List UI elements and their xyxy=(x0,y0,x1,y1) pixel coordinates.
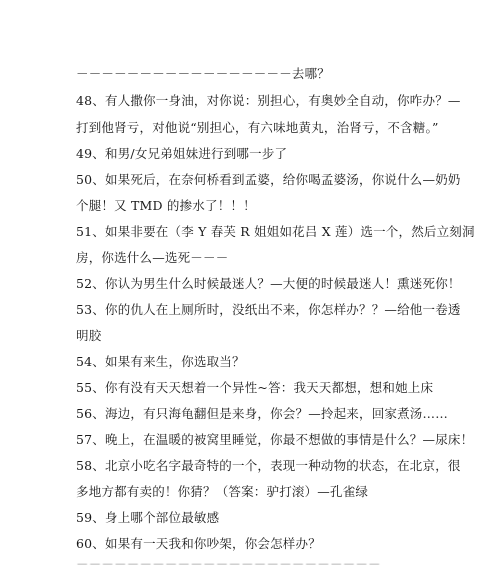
text-line: 51、如果非要在（李 Y 春芙 R 姐姐如花吕 X 莲）选一个，然后立刻洞 xyxy=(76,224,475,239)
text-line: 房，你选什么—选死－－－ xyxy=(76,250,229,265)
text-line: 50、如果死后，在奈何桥看到孟婆，给你喝孟婆汤，你说什么—奶奶 xyxy=(76,172,461,187)
text-line: 明胶 xyxy=(76,328,102,343)
text-line: －－－－－－－－－－－－－－－－－去哪？ xyxy=(76,66,331,81)
text-line: 个腿！又 TMD 的掺水了！！！ xyxy=(76,198,256,213)
text-line: －－－－－－－－－－－－－－－－－－－－－－－－ xyxy=(76,557,381,565)
text-line: 49、和男/女兄弟姐妹进行到哪一步了 xyxy=(76,146,288,161)
text-line: 55、你有没有天天想着一个异性~答：我天天都想，想和她上床 xyxy=(76,380,434,395)
text-line: 52、你认为男生什么时候最迷人？—大便的时候最迷人！熏迷死你！ xyxy=(76,276,461,291)
text-line: 53、你的仇人在上厕所时，没纸出不来，你怎样办？？—给他一卷透 xyxy=(76,302,461,317)
text-line: 多地方都有卖的！你猜？（答案：驴打滚）—孔雀绿 xyxy=(76,484,369,499)
text-line: 54、如果有来生，你选取当？ xyxy=(76,354,245,369)
text-line: 60、如果有一天我和你吵架，你会怎样办？ xyxy=(76,536,321,551)
text-line: 59、身上哪个部位最敏感 xyxy=(76,510,220,525)
text-line: 48、有人撒你一身油，对你说：别担心，有奥妙全自动，你咋办？— xyxy=(76,93,461,108)
text-line: 58、北京小吃名字最奇特的一个，表现一种动物的状态，在北京，很 xyxy=(76,458,461,473)
text-line: 56、海边，有只海龟翻但是来身，你会？—拎起来，回家煮汤…… xyxy=(76,406,448,421)
text-line: 打到他肾亏，对他说“别担心，有六味地黄丸，治肾亏，不含糖。” xyxy=(76,120,439,135)
text-line: 57、晚上，在温暖的被窝里睡觉，你最不想做的事情是什么？—尿床！ xyxy=(76,432,474,447)
